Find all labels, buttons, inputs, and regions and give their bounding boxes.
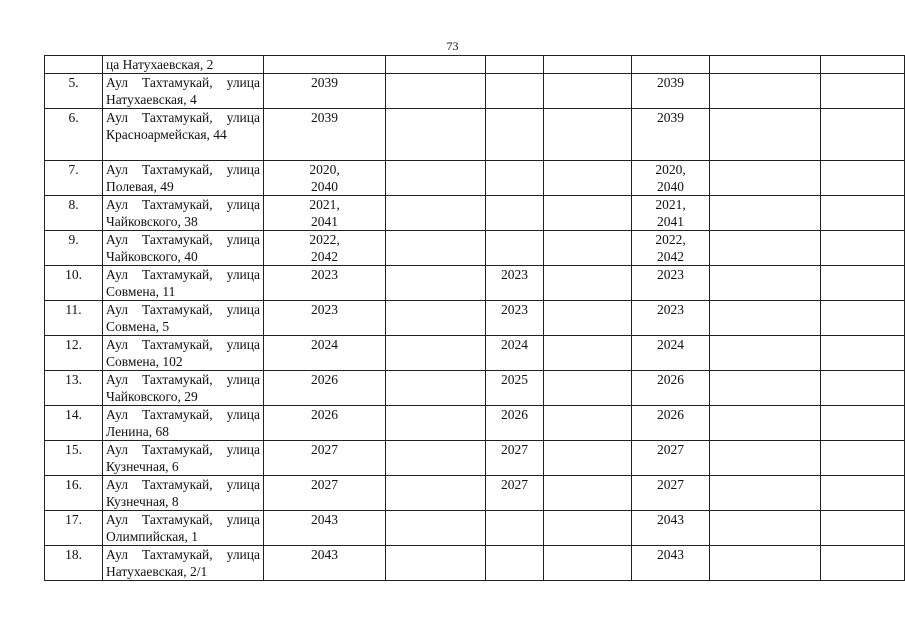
row-col6 (544, 231, 632, 266)
row-col8 (710, 371, 821, 406)
row-col8 (710, 109, 821, 161)
row-col3 (264, 476, 386, 511)
row-col5: 2026 (486, 406, 544, 441)
row-number: 10. (45, 266, 103, 301)
row-col7 (632, 511, 710, 546)
row-col8 (710, 56, 821, 74)
table-row (45, 196, 905, 231)
row-col9 (821, 196, 905, 231)
row-address: Аул Тахтамукай, улица Совмена, 11 (103, 266, 264, 301)
row-col7-value: 2023 (657, 267, 684, 282)
row-col7-value: 2020, 2040 (655, 162, 686, 194)
row-col7-value: 2022, 2042 (655, 232, 686, 264)
table-row (45, 266, 905, 301)
row-col3 (264, 336, 386, 371)
row-address: Аул Тахтамукай, улица Чайковского, 29 (103, 371, 264, 406)
row-col6 (544, 406, 632, 441)
table-row (45, 441, 905, 476)
row-col5: 2025 (486, 371, 544, 406)
row-col9 (821, 56, 905, 74)
row-col5 (486, 196, 544, 231)
row-col4 (386, 301, 486, 336)
row-number: 8. (45, 196, 103, 231)
row-col9 (821, 161, 905, 196)
table-body (45, 56, 905, 581)
row-col5: 2027 (486, 476, 544, 511)
row-col8 (710, 406, 821, 441)
row-address: Аул Тахтамукай, улица Кузнечная, 8 (103, 476, 264, 511)
row-col6 (544, 266, 632, 301)
row-col7 (632, 336, 710, 371)
row-number: 7. (45, 161, 103, 196)
row-col7-value: 2023 (657, 302, 684, 317)
row-number: 5. (45, 74, 103, 109)
row-col7 (632, 441, 710, 476)
row-col6 (544, 441, 632, 476)
row-col4 (386, 406, 486, 441)
row-col3 (264, 406, 386, 441)
row-address: Аул Тахтамукай, улица Натухаевская, 4 (103, 74, 264, 109)
table-row (45, 511, 905, 546)
row-col9 (821, 231, 905, 266)
row-col9 (821, 109, 905, 161)
table-row (45, 231, 905, 266)
row-col5: 2027 (486, 441, 544, 476)
row-number: 12. (45, 336, 103, 371)
row-col4 (386, 336, 486, 371)
row-col9 (821, 476, 905, 511)
row-number: 6. (45, 109, 103, 161)
row-col7-value: 2021, 2041 (655, 197, 686, 229)
row-col3-value: 2026 (311, 372, 338, 387)
row-col6 (544, 74, 632, 109)
row-number: 14. (45, 406, 103, 441)
row-col3 (264, 74, 386, 109)
row-address: Аул Тахтамукай, улица Чайковского, 38 (103, 196, 264, 231)
row-col3-value: 2023 (311, 302, 338, 317)
row-col4 (386, 266, 486, 301)
row-col6 (544, 476, 632, 511)
row-number: 9. (45, 231, 103, 266)
row-col4 (386, 476, 486, 511)
row-col7-value: 2027 (657, 477, 684, 492)
row-col5 (486, 56, 544, 74)
row-col8 (710, 231, 821, 266)
row-address: Аул Тахтамукай, улица Полевая, 49 (103, 161, 264, 196)
row-col9 (821, 441, 905, 476)
row-col8 (710, 161, 821, 196)
row-col4 (386, 231, 486, 266)
row-col7 (632, 546, 710, 581)
row-col7 (632, 301, 710, 336)
row-address: Аул Тахтамукай, улица Совмена, 5 (103, 301, 264, 336)
table-row (45, 74, 905, 109)
row-number: 16. (45, 476, 103, 511)
row-address: Аул Тахтамукай, улица Красноармейская, 44 (103, 109, 264, 161)
row-col3 (264, 56, 386, 74)
row-address: Аул Тахтамукай, улица Чайковского, 40 (103, 231, 264, 266)
row-col6 (544, 161, 632, 196)
row-address: ца Натухаевская, 2 (103, 56, 264, 74)
table-row (45, 546, 905, 581)
row-col3-value: 2020, 2040 (309, 162, 340, 194)
table-row (45, 406, 905, 441)
row-col3-value: 2023 (311, 267, 338, 282)
row-col6 (544, 546, 632, 581)
row-col7-value: 2039 (657, 75, 684, 90)
row-address: Аул Тахтамукай, улица Ленина, 68 (103, 406, 264, 441)
schedule-table (44, 55, 905, 581)
row-col7 (632, 476, 710, 511)
row-col3 (264, 109, 386, 161)
row-col3-value: 2024 (311, 337, 338, 352)
table-row (45, 301, 905, 336)
row-col9 (821, 74, 905, 109)
row-number: 17. (45, 511, 103, 546)
row-col4 (386, 441, 486, 476)
row-address: Аул Тахтамукай, улица Кузнечная, 6 (103, 441, 264, 476)
row-col9 (821, 546, 905, 581)
row-col7 (632, 196, 710, 231)
row-col7-value: 2026 (657, 372, 684, 387)
row-col5 (486, 161, 544, 196)
row-col8 (710, 74, 821, 109)
row-col3-value: 2021, 2041 (309, 197, 340, 229)
row-col3-value: 2027 (311, 477, 338, 492)
row-col6 (544, 56, 632, 74)
row-col5 (486, 231, 544, 266)
row-col9 (821, 336, 905, 371)
row-col4 (386, 56, 486, 74)
row-col5 (486, 74, 544, 109)
row-col3 (264, 266, 386, 301)
row-col9 (821, 301, 905, 336)
row-col5: 2024 (486, 336, 544, 371)
row-col4 (386, 74, 486, 109)
table-row (45, 161, 905, 196)
table-row (45, 476, 905, 511)
row-col6 (544, 371, 632, 406)
row-col5 (486, 546, 544, 581)
row-col5 (486, 109, 544, 161)
row-col8 (710, 196, 821, 231)
row-col6 (544, 196, 632, 231)
table-row (45, 371, 905, 406)
row-number: 11. (45, 301, 103, 336)
row-col3-value: 2039 (311, 75, 338, 90)
row-col4 (386, 196, 486, 231)
row-col9 (821, 371, 905, 406)
row-number: 18. (45, 546, 103, 581)
row-col5: 2023 (486, 301, 544, 336)
table-row (45, 56, 905, 74)
row-col3-value: 2022, 2042 (309, 232, 340, 264)
row-number: 13. (45, 371, 103, 406)
row-col8 (710, 441, 821, 476)
row-col9 (821, 511, 905, 546)
row-col7 (632, 56, 710, 74)
row-col6 (544, 336, 632, 371)
row-col9 (821, 266, 905, 301)
table-row (45, 336, 905, 371)
row-col9 (821, 406, 905, 441)
row-col3 (264, 196, 386, 231)
row-col3 (264, 301, 386, 336)
row-col6 (544, 301, 632, 336)
row-col7-value: 2027 (657, 442, 684, 457)
row-col7-value: 2026 (657, 407, 684, 422)
row-col4 (386, 546, 486, 581)
row-col3 (264, 231, 386, 266)
row-col3 (264, 161, 386, 196)
row-col7 (632, 406, 710, 441)
row-col6 (544, 109, 632, 161)
row-address: Аул Тахтамукай, улица Натухаевская, 2/1 (103, 546, 264, 581)
page-number: 73 (446, 39, 459, 53)
row-col3-value: 2027 (311, 442, 338, 457)
row-col3-value: 2039 (311, 110, 338, 125)
row-col8 (710, 546, 821, 581)
row-col3-value: 2026 (311, 407, 338, 422)
row-col4 (386, 371, 486, 406)
row-col6 (544, 511, 632, 546)
row-address: Аул Тахтамукай, улица Олимпийская, 1 (103, 511, 264, 546)
row-col7-value: 2043 (657, 512, 684, 527)
row-col8 (710, 511, 821, 546)
row-col7 (632, 266, 710, 301)
row-col3 (264, 546, 386, 581)
row-col8 (710, 266, 821, 301)
row-col8 (710, 476, 821, 511)
row-col7 (632, 109, 710, 161)
row-col4 (386, 511, 486, 546)
row-number (45, 56, 103, 74)
row-col3 (264, 511, 386, 546)
row-address: Аул Тахтамукай, улица Совмена, 102 (103, 336, 264, 371)
row-col5: 2023 (486, 266, 544, 301)
row-col7-value: 2039 (657, 110, 684, 125)
row-col7-value: 2043 (657, 547, 684, 562)
row-col3-value: 2043 (311, 512, 338, 527)
row-col3 (264, 371, 386, 406)
row-col8 (710, 301, 821, 336)
row-number: 15. (45, 441, 103, 476)
row-col7 (632, 161, 710, 196)
row-col7 (632, 371, 710, 406)
row-col7 (632, 231, 710, 266)
row-col3-value: 2043 (311, 547, 338, 562)
row-col4 (386, 161, 486, 196)
row-col7 (632, 74, 710, 109)
row-col3 (264, 441, 386, 476)
row-col5 (486, 511, 544, 546)
row-col7-value: 2024 (657, 337, 684, 352)
row-col4 (386, 109, 486, 161)
row-col8 (710, 336, 821, 371)
table-row (45, 109, 905, 161)
